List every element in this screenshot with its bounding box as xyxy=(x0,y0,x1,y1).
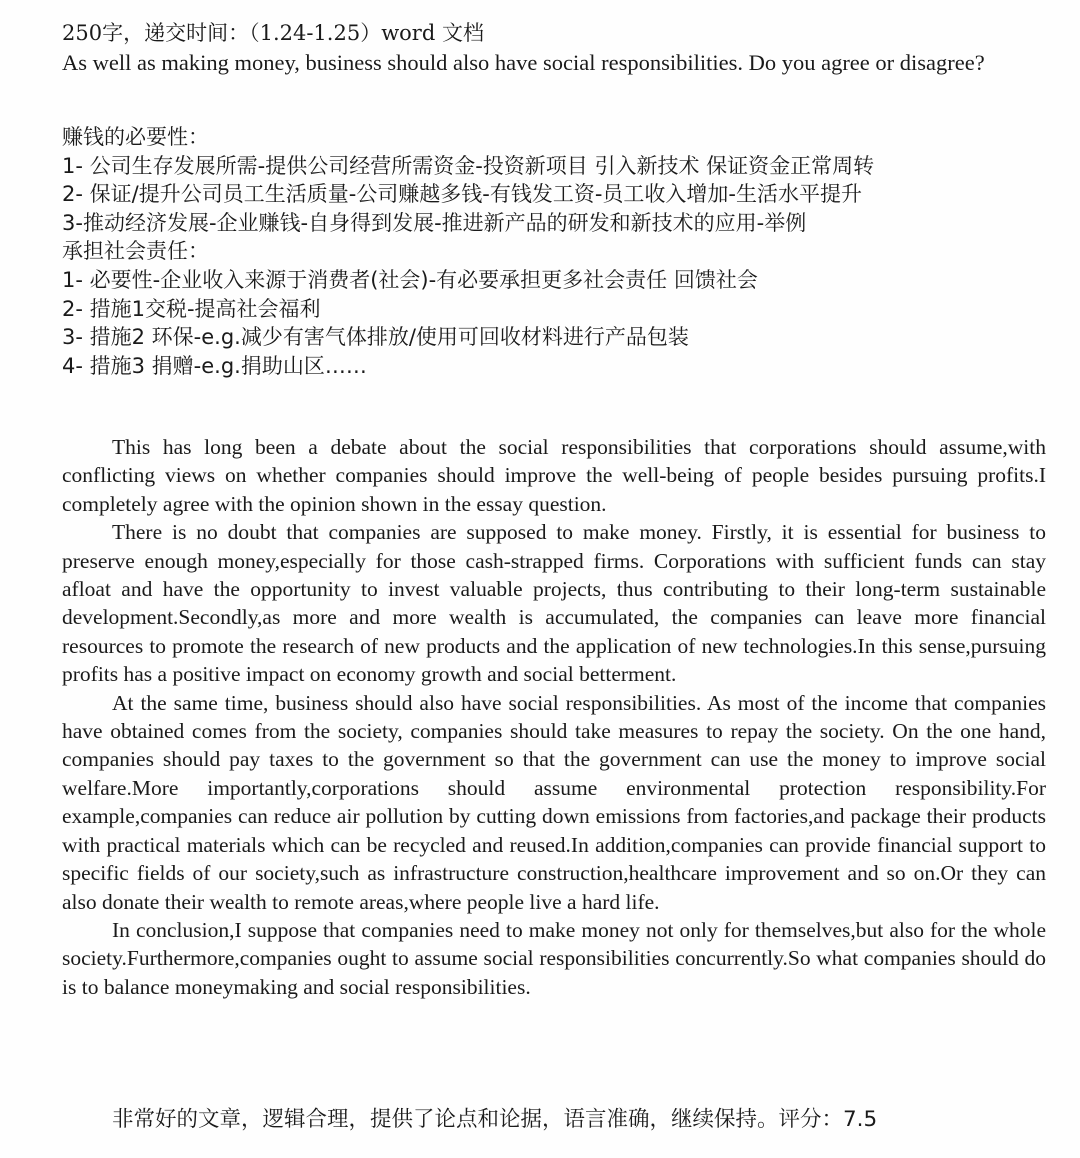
document-header xyxy=(62,18,1052,78)
teacher-comment: 非常好的文章，逻辑合理，提供了论点和论据，语言准确，继续保持。评分：7.5 xyxy=(112,1107,878,1132)
essay-paragraph-social-responsibility: At the same time, business should also have social responsibilities. As most of the income that companies have obtained comes from the society, companies should take measures to repay the society. On the one hand, companies should pay taxes to the government so that the government can use the money to improve social welfare.More importantly,corporations should assume environmental protection responsibility.For example,companies can reduce air pollution by cutting down emissions from factories,and package their products with practical materials which can be recycled and reused.In addition,companies can provide financial support to specific fields of our society,such as infrastructure construction,healthcare improvement and so on.Or they can also donate their wealth to remote areas,where people live a hard life. xyxy=(62,690,1046,914)
outline-item: 4- 措施3 捐赠-e.g.捐助山区…… xyxy=(62,353,367,378)
outline-item: 3- 措施2 环保-e.g.减少有害气体排放/使用可回收材料进行产品包装 xyxy=(62,325,689,350)
outline-heading-social-responsibility: 承担社会责任： xyxy=(62,239,209,264)
outline-heading-making-money: 赚钱的必要性： xyxy=(62,125,209,149)
outline-item: 1- 必要性-企业收入来源于消费者(社会)-有必要承担更多社会责任 回馈社会 xyxy=(62,267,758,292)
essay-body xyxy=(62,433,1046,1001)
essay-paragraph-conclusion: In conclusion,I suppose that companies need to make money not only for themselves,but also for the whole society.Furthermore,companies ought to assume social responsibilities concurrently.So what companies should do is to balance moneymaking and social responsibilities. xyxy=(62,917,1046,999)
outline-item: 1- 公司生存发展所需-提供公司经营所需资金-投资新项目 引入新技术 保证资金正常周转 xyxy=(62,153,875,178)
essay-question: As well as making money, business should also have social responsibilities. Do you agree or disagree? xyxy=(62,50,985,75)
outline-item: 2- 措施1交税-提高社会福利 xyxy=(62,296,321,321)
essay-paragraph-introduction: This has long been a debate about the social responsibilities that corporations should assume,with conflicting views on whether companies should improve the well-being of people besides pursuing profits.I completely agree with the opinion shown in the essay question. xyxy=(62,435,1046,516)
assignment-meta: 250字，递交时间：（1.24-1.25）word 文档 xyxy=(62,21,484,45)
outline-item: 3-推动经济发展-企业赚钱-自身得到发展-推进新产品的研发和新技术的应用-举例 xyxy=(62,210,807,235)
essay-outline xyxy=(62,123,1042,380)
outline-item: 2- 保证/提升公司员工生活质量-公司赚越多钱-有钱发工资-员工收入增加-生活水平提升 xyxy=(62,182,862,207)
essay-paragraph-making-money: There is no doubt that companies are supposed to make money. Firstly, it is essential for business to preserve enough money,especially for those cash-strapped firms. Corporations with sufficient funds can stay afloat and have the opportunity to invest valuable projects, thus contributing to their long-term sustainable development.Secondly,as more and more wealth is accumulated, the companies can leave more financial resources to promote the research of new products and the application of new technologies.In this sense,pursuing profits has a positive impact on economy growth and social betterment. xyxy=(62,520,1046,687)
